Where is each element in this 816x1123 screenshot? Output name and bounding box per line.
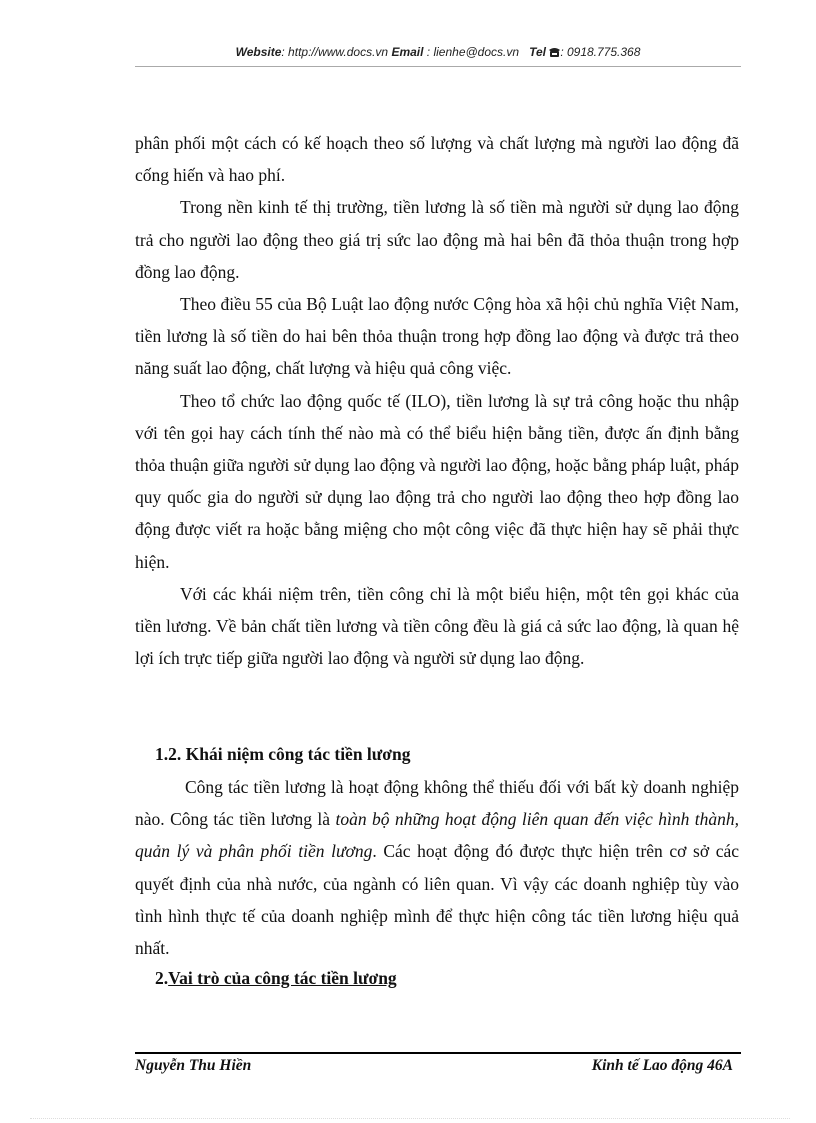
section-2-number: 2.	[155, 968, 169, 988]
tel-label: Tel	[529, 45, 546, 59]
section-text-italic: toàn bộ những hoạt động liên quan đến việc hình thành, quản lý và phân phối tiền lương	[135, 809, 740, 862]
page-bottom-border	[30, 1118, 790, 1119]
header-divider	[135, 66, 741, 67]
paragraph-1: phân phối một cách có kế hoạch theo số lượng và chất lượng mà người lao động đã cống hiến và hao phí.	[135, 133, 739, 186]
section-1-2-paragraph	[135, 771, 739, 964]
page-header	[135, 45, 741, 59]
document-body	[135, 127, 739, 674]
paragraph-4: Theo tổ chức lao động quốc tế (ILO), tiền lương là sự trả công hoặc thu nhập với tên gọi hay cách tính thế nào mà có thể biểu hiện bằng tiền, được ấn định bằng thỏa thuận giữa người sử dụng lao động và người lao động, hoặc bằng pháp luật, pháp quy quốc gia do người sử dụng lao động trả cho người lao động theo hợp đồng lao động được viết ra hoặc bằng miệng cho một công việc đã thực hiện hay sẽ phải thực hiện.	[135, 390, 739, 572]
email-label: Email	[391, 45, 424, 59]
tel-value: : 0918.775.368	[560, 45, 641, 59]
email-value: : lienhe@docs.vn	[423, 45, 520, 59]
paragraph-2: Trong nền kinh tế thị trường, tiền lương là số tiền mà người sử dụng lao động trả cho người lao động theo giá trị sức lao động mà hai bên đã thỏa thuận trong hợp đồng lao động.	[135, 197, 739, 282]
section-text-before: Công tác tiền lương là hoạt động không thể thiếu đối với bất kỳ doanh nghiệp nào. Công tác tiền lương là	[135, 777, 739, 830]
section-2-title: Vai trò của công tác tiền lương	[168, 968, 397, 988]
website-label: Website	[235, 45, 282, 59]
section-heading-1-2: 1.2. Khái niệm công tác tiền lương	[155, 744, 411, 764]
footer-class: Kinh tế Lao động 46A	[591, 1057, 733, 1074]
website-value: : http://www.docs.vn	[281, 45, 389, 59]
paragraph-3: Theo điều 55 của Bộ Luật lao động nước Cộng hòa xã hội chủ nghĩa Việt Nam, tiền lương là số tiền do hai bên thỏa thuận trong hợp đồng lao động và được trả theo năng suất lao động, chất lượng và hiệu quả công việc.	[135, 294, 739, 379]
footer-author: Nguyễn Thu Hiền	[135, 1057, 252, 1074]
footer-divider	[135, 1052, 741, 1054]
phone-icon	[549, 47, 560, 57]
section-heading-2	[155, 968, 397, 989]
section-text-after: . Các hoạt động đó được thực hiện trên cơ sở các quyết định của nhà nước, của ngành có liên quan. Vì vậy các doanh nghiệp tùy vào tình hình thực tế của doanh nghiệp mình để thực hiện công tác tiền lương hiệu quả nhất.	[135, 841, 739, 959]
section-1-2-body	[135, 771, 739, 964]
paragraph-5: Với các khái niệm trên, tiền công chỉ là một biểu hiện, một tên gọi khác của tiền lương. Về bản chất tiền lương và tiền công đều là giá cả sức lao động, là quan hệ lợi ích trực tiếp giữa người lao động và người sử dụng lao động.	[135, 583, 739, 669]
